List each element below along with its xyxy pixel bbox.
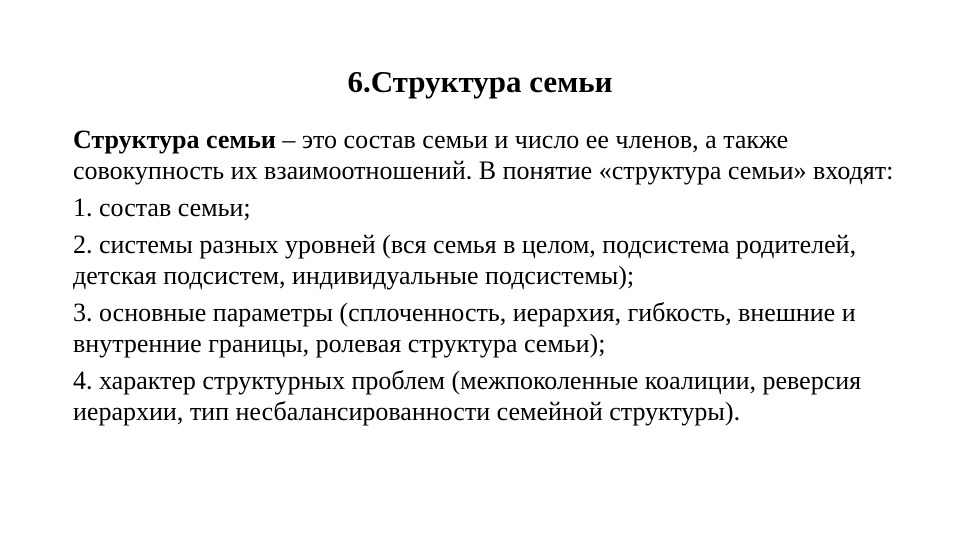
intro-text: – это состав семьи и число ее членов, а также совокупность их взаимоотношений. В понятие «структура семьи» входят: — [73, 125, 894, 185]
list-item-2: 2. системы разных уровней (вся семья в целом, подсистема родителей, детская подсистем, индивидуальные подсистемы); — [73, 230, 857, 290]
intro-paragraph — [73, 124, 913, 186]
list-item-4: 4. характер структурных проблем (межпоколенные коалиции, реверсия иерархии, тип несбалансированности семейной структуры). — [73, 366, 862, 426]
list-item-1: 1. состав семьи; — [73, 193, 251, 222]
list-item-3: 3. основные параметры (сплоченность, иерархия, гибкость, внешние и внутренние границы, ролевая структура семьи); — [73, 298, 856, 358]
intro-term: Структура семьи — [73, 125, 276, 154]
slide-body — [73, 124, 913, 433]
slide-title: 6.Структура семьи — [347, 64, 613, 99]
